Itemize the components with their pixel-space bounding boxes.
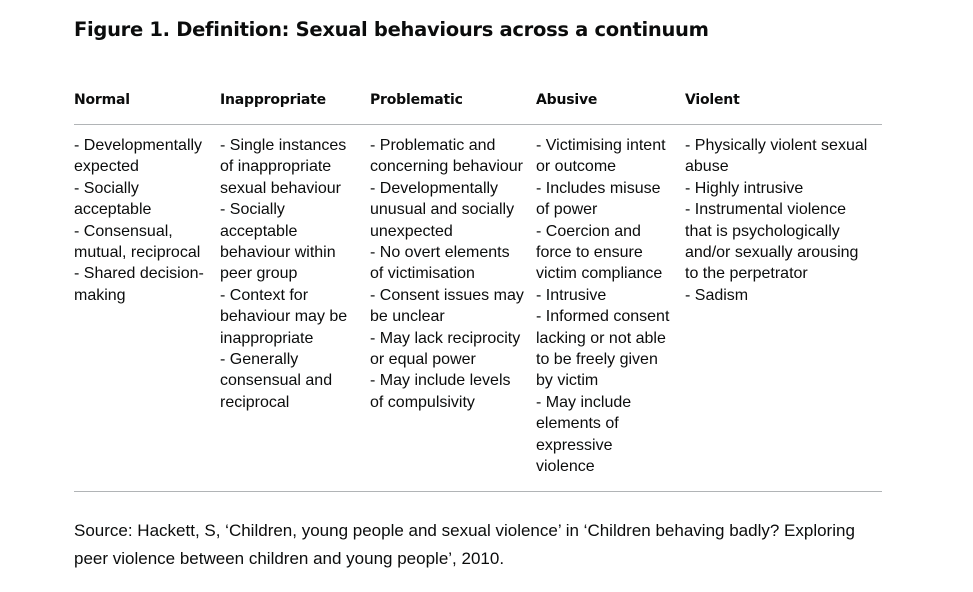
cell-line: peer group bbox=[220, 265, 298, 283]
cell-line: - No overt elements bbox=[370, 244, 510, 262]
cell-line: - Victimising intent bbox=[536, 137, 666, 154]
cell-line: expressive bbox=[536, 436, 613, 454]
cell-line: or outcome bbox=[536, 158, 617, 176]
cell-line: acceptable bbox=[220, 222, 298, 240]
cell-line: - May include levels bbox=[370, 372, 511, 390]
cell-line: of power bbox=[536, 201, 598, 219]
cell-line: - Sadism bbox=[685, 286, 749, 304]
cell-line: - Intrusive bbox=[536, 286, 607, 304]
cell-line: force to ensure bbox=[536, 244, 643, 262]
cell-line: - May lack reciprocity bbox=[370, 329, 521, 347]
cell-line: or equal power bbox=[370, 351, 476, 369]
cell-line: - Highly intrusive bbox=[685, 179, 804, 197]
cell-line: reciprocal bbox=[220, 393, 290, 411]
cell-line: inappropriate bbox=[220, 329, 314, 347]
cell-line: - Includes misuse bbox=[536, 179, 661, 197]
table-body-row bbox=[74, 125, 882, 492]
header-normal: Normal bbox=[74, 92, 130, 108]
cell-line: violence bbox=[536, 458, 595, 476]
cell-line: - Coercion and bbox=[536, 222, 641, 240]
cell-line: - Consensual, bbox=[74, 222, 173, 240]
cell-line: unusual and socially bbox=[370, 201, 515, 219]
table-header-row bbox=[74, 88, 882, 125]
cell-line: expected bbox=[74, 158, 139, 176]
cell-line: by victim bbox=[536, 372, 599, 390]
inappropriate-column bbox=[220, 135, 347, 413]
cell-line: of inappropriate bbox=[220, 158, 332, 176]
cell-line: victim compliance bbox=[536, 265, 663, 283]
cell-line: elements of bbox=[536, 415, 619, 433]
cell-line: abuse bbox=[685, 158, 729, 176]
cell-line: - Socially bbox=[220, 201, 285, 219]
normal-column bbox=[74, 135, 204, 306]
cell-line: - Generally bbox=[220, 351, 299, 369]
cell-line: making bbox=[74, 286, 126, 304]
cell-line: of victimisation bbox=[370, 265, 475, 283]
header-problematic: Problematic bbox=[370, 92, 463, 108]
abusive-column bbox=[536, 135, 669, 478]
violent-column bbox=[685, 135, 867, 306]
cell-line: concerning behaviour bbox=[370, 158, 523, 176]
cell-line: behaviour within bbox=[220, 244, 336, 262]
cell-line: unexpected bbox=[370, 222, 453, 240]
cell-line: lacking or not able bbox=[536, 329, 666, 347]
cell-line: sexual behaviour bbox=[220, 179, 341, 197]
cell-line: - Single instances bbox=[220, 137, 347, 154]
cell-line: - Informed consent bbox=[536, 308, 670, 326]
cell-line: be unclear bbox=[370, 308, 445, 326]
continuum-table bbox=[74, 88, 882, 492]
problematic-column bbox=[370, 135, 524, 413]
cell-line: - Consent issues may bbox=[370, 286, 524, 304]
cell-line: to the perpetrator bbox=[685, 265, 808, 283]
cell-line: - Physically violent sexual bbox=[685, 137, 868, 154]
cell-line: acceptable bbox=[74, 201, 152, 219]
cell-line: - Socially bbox=[74, 179, 139, 197]
header-violent: Violent bbox=[685, 92, 740, 108]
cell-line: - Context for bbox=[220, 286, 309, 304]
header-inappropriate: Inappropriate bbox=[220, 92, 326, 108]
cell-line: - Problematic and bbox=[370, 137, 496, 154]
cell-line: to be freely given bbox=[536, 351, 658, 369]
cell-line: - Instrumental violence bbox=[685, 201, 846, 219]
cell-line: - May include bbox=[536, 393, 632, 411]
cell-line: mutual, reciprocal bbox=[74, 244, 201, 262]
cell-line: of compulsivity bbox=[370, 393, 475, 411]
cell-line: - Developmentally bbox=[370, 179, 499, 197]
cell-line: and/or sexually arousing bbox=[685, 244, 859, 262]
figure-title: Figure 1. Definition: Sexual behaviours across a continuum bbox=[74, 18, 709, 41]
header-abusive: Abusive bbox=[536, 92, 598, 108]
cell-line: behaviour may be bbox=[220, 308, 348, 326]
source-line: Source: Hackett, S, ‘Children, young people and sexual violence’ in ‘Children behaving badly? Exploring bbox=[74, 521, 855, 540]
cell-line: - Shared decision- bbox=[74, 265, 204, 283]
source-citation bbox=[74, 517, 894, 573]
cell-line: that is psychologically bbox=[685, 222, 840, 240]
cell-line: - Developmentally bbox=[74, 137, 203, 154]
cell-line: consensual and bbox=[220, 372, 333, 390]
source-line: peer violence between children and young people’, 2010. bbox=[74, 549, 505, 568]
